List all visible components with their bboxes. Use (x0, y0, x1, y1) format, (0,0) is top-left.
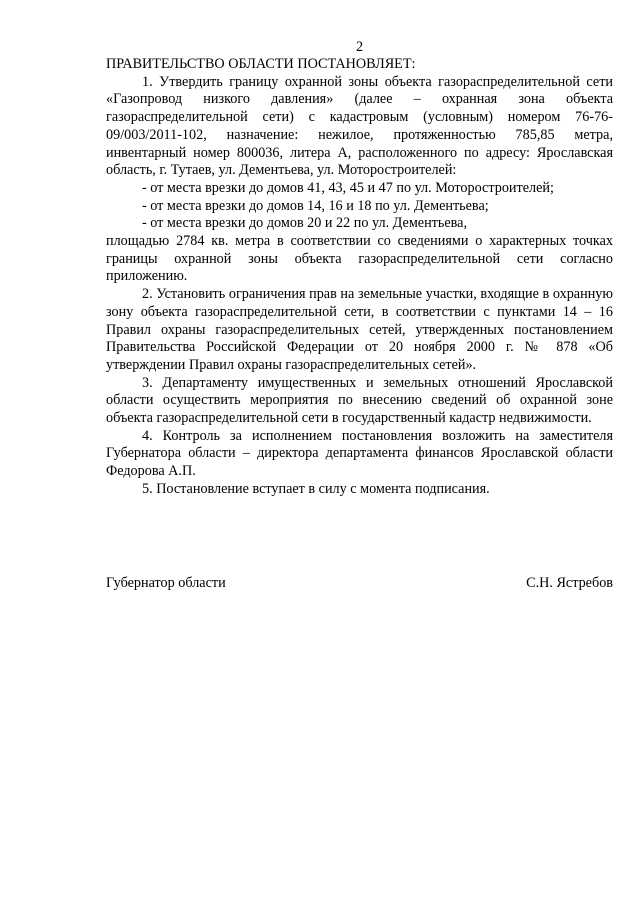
resolution-heading: ПРАВИТЕЛЬСТВО ОБЛАСТИ ПОСТАНОВЛЯЕТ: (106, 56, 416, 72)
signatory-position: Губернатор области (106, 575, 226, 591)
signature-block (106, 574, 613, 594)
item-2-text: 2. Установить ограничения прав на земельные участки, входящие в охранную зону объекта газораспределительной сети, в соответствии с пунктами 14 – 16 Правил охраны газораспределительных сетей, утвержденных постановлением Правительства Российской Федерации от 20 ноября 2000 г. № 878 «Об утверждении Правил охраны газораспределительных сетей». (106, 286, 613, 373)
item-1-sub-2: - от места врезки до домов 14, 16 и 18 по ул. Дементьева; (142, 197, 489, 214)
signatory-name: С.Н. Ястребов (526, 575, 613, 591)
item-1-sub-1: - от места врезки до домов 41, 43, 45 и 47 по ул. Моторостроителей; (142, 179, 554, 196)
item-1-tail: площадью 2784 кв. метра в соответствии со сведениями о характерных точках границы охранной зоны объекта газораспределительной сети согласно приложению. (106, 233, 613, 285)
document-body (106, 38, 613, 499)
item-1-sub-3: - от места врезки до домов 20 и 22 по ул. Дементьева, (142, 215, 468, 232)
page-number: 2 (355, 39, 364, 55)
item-4-text: 4. Контроль за исполнением постановления возложить на заместителя Губернатора области – директора департамента финансов Ярославской области Федорова А.П. (106, 427, 613, 480)
item-1-text: 1. Утвердить границу охранной зоны объекта газораспределительной сети «Газопровод низкого давления» (далее – охранная зона объекта газораспределительной сети) с кадастровым (условным) номером 76-76-09/003/2011-102, назначение: нежилое, протяженностью 785,85 метра, инвентарный номер 800036, литера А, расположенного по адресу: Ярославская область, г. Тутаев, ул. Дементьева, ул. Моторостроителей: (106, 73, 613, 179)
item-5-text: 5. Постановление вступает в силу с момента подписания. (142, 480, 490, 497)
item-3-text: 3. Департаменту имущественных и земельных отношений Ярославской области осуществить мероприятия по внесению сведений об охранной зоне объекта газораспределительной сети в государственный кадастр недвижимости. (106, 374, 613, 427)
